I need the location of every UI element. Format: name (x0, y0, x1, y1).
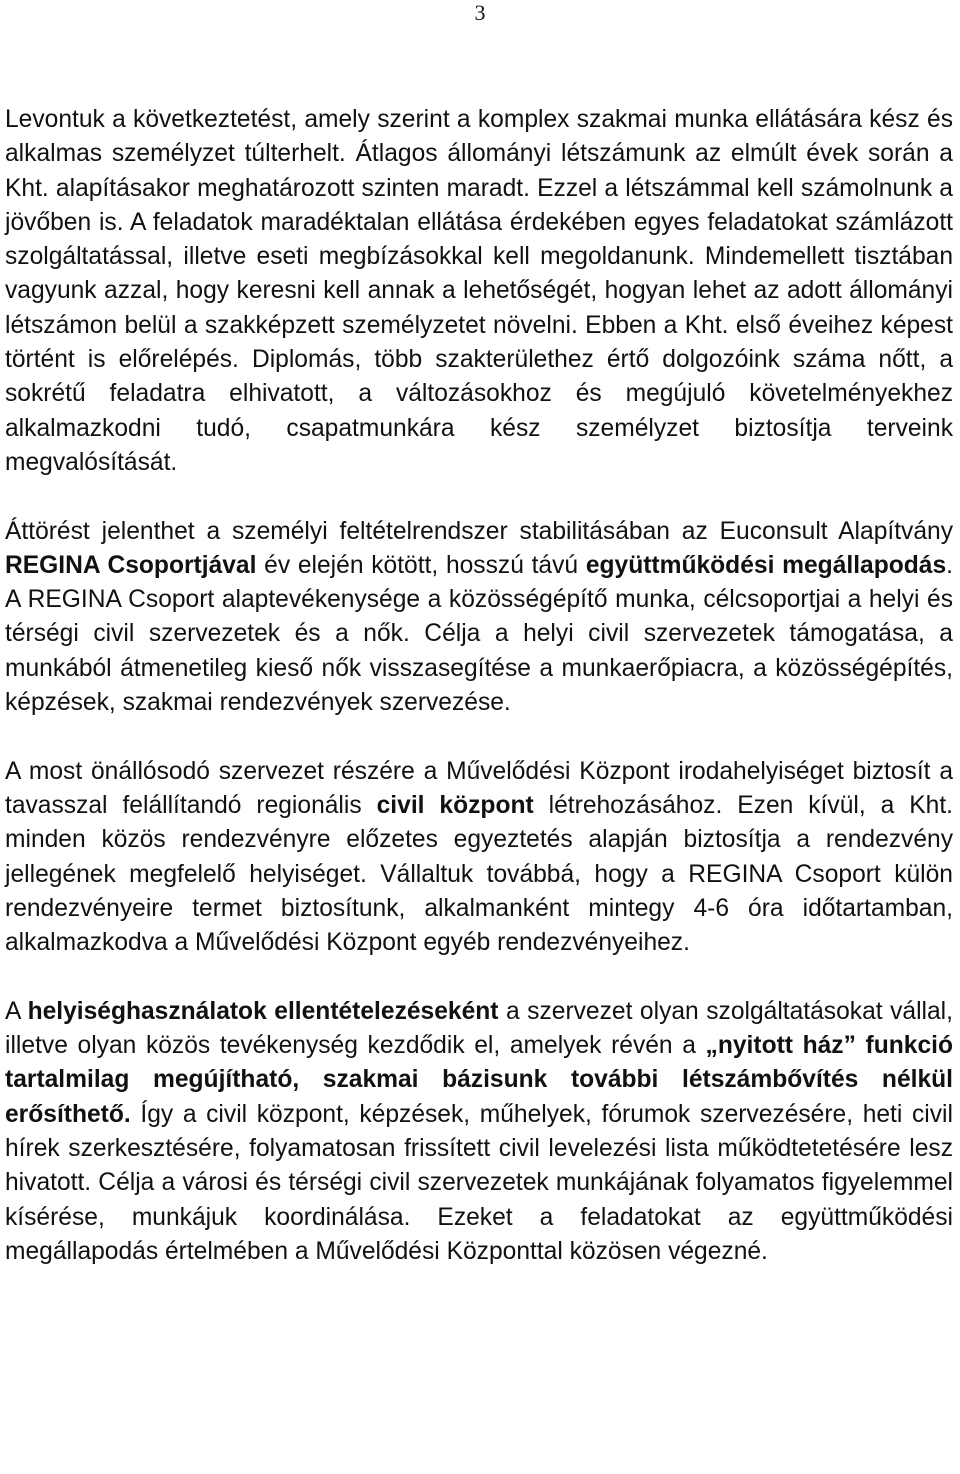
text-run: Áttörést jelenthet a személyi feltételrendszer stabilitásában az Euconsult Alapítvány (5, 517, 953, 545)
text-run: A (5, 997, 28, 1025)
text-run: A most önállósodó szervezet részére a Művelődési Központ irodahelyiséget biztosít a tavasszal felállítandó regionális (5, 757, 953, 819)
text-run: létrehozásához. Ezen kívül, a Kht. minden közös rendezvényre előzetes egyeztetés alapján biztosítja a rendezvény jellegének megfelelő helyiséget. Vállaltuk továbbá, hogy a REGINA Csoport külön rendezvényeire termet biztosítunk, alkalmanként mintegy 4-6 óra időtartamban, alkalmazkodva a Művelődési Központ egyéb rendezvényeihez. (5, 791, 954, 957)
bold-text-run: REGINA Csoportjával (5, 551, 257, 579)
text-run: év elején kötött, hosszú távú (256, 551, 586, 579)
page-number: 3 (474, 0, 486, 25)
text-run: Így a civil központ, képzések, műhelyek, fórumok szervezésére, heti civil hírek szerkesztésére, folyamatosan frissített civil levelezési lista működtetetésére lesz hivatott. Célja a városi és térségi civil szervezetek munkájának folyamatos figyelemmel kísérése, munkájuk koordinálása. Ezeket a feladatokat az együttműködési megállapodás értelmében a Művelődési Központtal közösen végezné. (5, 1100, 953, 1265)
text-run: . A REGINA Csoport alaptevékenysége a közösségépítő munka, célcsoportjai a helyi és térségi civil szervezetek és a nők. Célja a helyi civil szervezetek támogatása, a munkából átmenetileg kieső nők visszasegítése a munkaerőpiacra, a közösségépítés, képzések, szakmai rendezvények szervezése. (5, 551, 953, 717)
document-body (5, 103, 953, 1269)
bold-text-run: „nyitott ház” funkció tartalmilag megújítható, szakmai bázisunk további létszámbővítés nélkül erősíthető. (5, 1032, 953, 1128)
paragraph-regina-cooperation (5, 515, 953, 721)
paragraph-staffing (5, 103, 953, 480)
paragraph-civil-center (5, 755, 953, 961)
bold-text-run: együttműködési megállapodás (585, 551, 947, 579)
text-run: a szervezet olyan szolgáltatásokat vállal, illetve olyan közös tevékenység kezdődik el, amelyek révén a (5, 997, 953, 1060)
bold-text-run: civil központ (376, 791, 534, 819)
bold-text-run: helyiséghasználatok ellentételezéseként (27, 997, 499, 1025)
paragraph-room-usage (5, 995, 953, 1269)
text-run: Levontuk a következtetést, amely szerint a komplex szakmai munka ellátására kész és alkalmas személyzet túlterhelt. Átlagos állományi létszámunk az elmúlt évek során a Kht. alapításakor meghatározott szinten maradt. Ezzel a létszámmal kell számolnunk a jövőben is. A feladatok maradéktalan ellátása érdekében egyes feladatokat számlázott szolgáltatással, illetve eseti megbízásokkal kell megoldanunk. Mindemellett tisztában vagyunk azzal, hogy keresni kell annak a lehetőségét, hogyan lehet az adott állományi létszámon belül a szakképzett személyzetet növelni. Ebben a Kht. első éveihez képest történt is előrelépés. Diplomás, több szakterülethez értő dolgozóink száma nőtt, a sokrétű feladatra elhivatott, a változásokhoz és megújuló követelményekhez alkalmazkodni tudó, csapatmunkára kész személyzet biztosítja terveink megvalósítását. (5, 106, 953, 476)
